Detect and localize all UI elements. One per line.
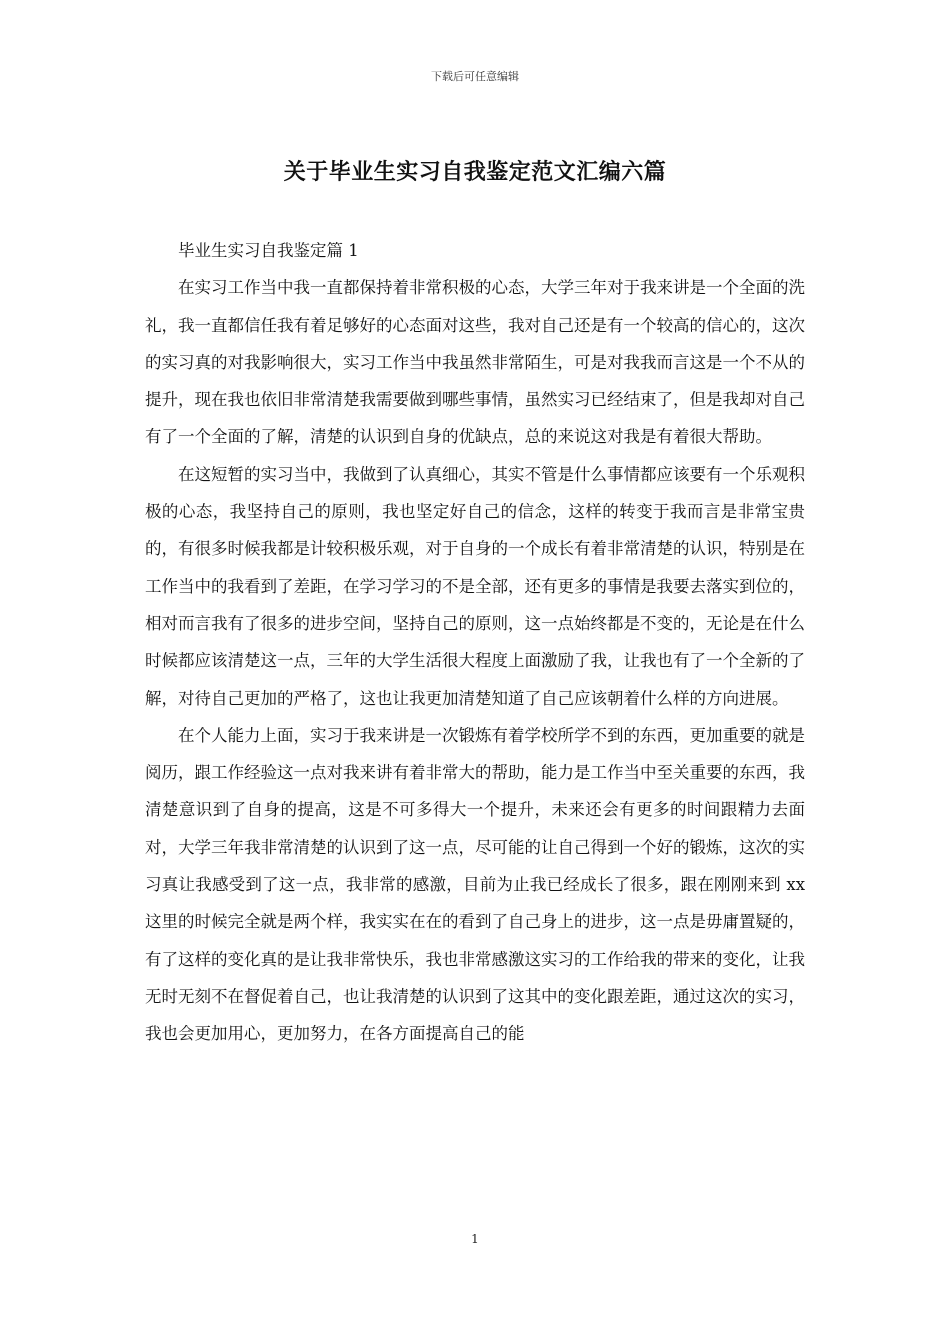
section-heading: 毕业生实习自我鉴定篇 1 <box>178 241 359 260</box>
page-number: 1 <box>471 1232 479 1246</box>
paragraph-3: 在个人能力上面，实习于我来讲是一次锻炼有着学校所学不到的东西，更加重要的就是阅历，跟工作经验这一点对我来讲有着非常大的帮助，能力是工作当中至关重要的东西，我清楚意识到了自身的提高，这是不可多得大一个提升，未来还会有更多的时间跟精力去面对，大学三年我非常清楚的认识到了这一点，尽可能的让自己得到一个好的锻炼，这次的实习真让我感受到了这一点，我非常的感激，目前为止我已经成长了很多，跟在刚刚来到 xx 这里的时候完全就是两个样，我实实在在的看到了自己身上的进步，这一点是毋庸置疑的，有了这样的变化真的是让我非常快乐，我也非常感激这实习的工作给我的带来的变化，让我无时无刻不在督促着自己，也让我清楚的认识到了这其中的变化跟差距，通过这次的实习，我也会更加用心，更加努力，在各方面提高自己的能 <box>145 725 805 1044</box>
paragraph-1: 在实习工作当中我一直都保持着非常积极的心态，大学三年对于我来讲是一个全面的洗礼，我一直都信任我有着足够好的心态面对这些，我对自己还是有一个较高的信心的，这次的实习真的对我影响很大，实习工作当中我虽然非常陌生，可是对我我而言这是一个不从的提升，现在我也依旧非常清楚我需要做到哪些事情，虽然实习已经结束了，但是我却对自己有了一个全面的了解，清楚的认识到自身的优缺点，总的来说这对我是有着很大帮助。 <box>145 278 805 447</box>
header-note: 下载后可任意编辑 <box>431 70 519 83</box>
paragraph-2: 在这短暂的实习当中，我做到了认真细心，其实不管是什么事情都应该要有一个乐观积极的心态，我坚持自己的原则，我也坚定好自己的信念，这样的转变于我而言是非常宝贵的，有很多时候我都是计较积极乐观，对于自身的一个成长有着非常清楚的认识，特别是在工作当中的我看到了差距，在学习学习的不是全部，还有更多的事情是我要去落实到位的，相对而言我有了很多的进步空间，坚持自己的原则，这一点始终都是不变的，无论是在什么时候都应该清楚这一点，三年的大学生活很大程度上面激励了我，让我也有了一个全新的了解，对待自己更加的严格了，这也让我更加清楚知道了自己应该朝着什么样的方向进展。 <box>145 464 805 708</box>
document-body <box>145 232 805 1053</box>
document-title: 关于毕业生实习自我鉴定范文汇编六篇 <box>283 159 667 185</box>
